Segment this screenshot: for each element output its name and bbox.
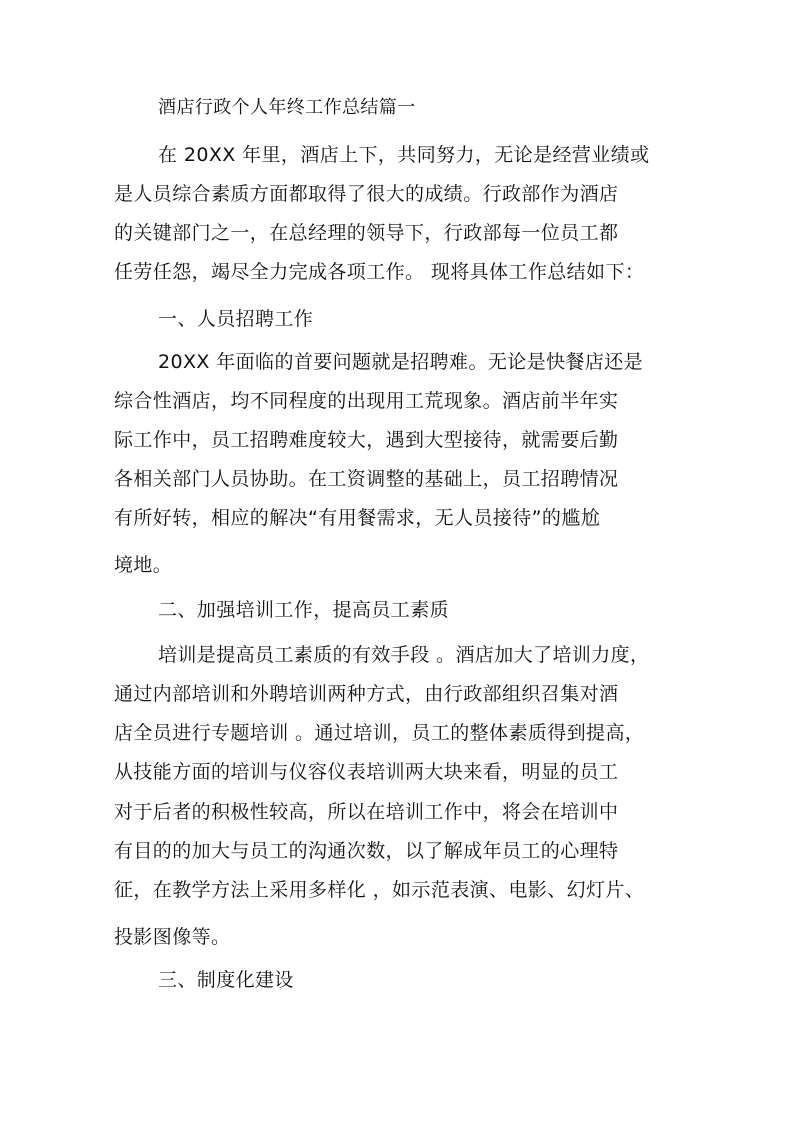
paragraph-line: 的关键部门之一，在总经理的领导下，行政部每一位员工都 xyxy=(114,222,619,244)
paragraph-line: 20XX 年面临的首要问题就是招聘难。无论是快餐店还是 xyxy=(158,351,644,373)
section-heading: 二、加强培训工作，提高员工素质 xyxy=(158,599,450,621)
paragraph-line: 综合性酒店，均不同程度的出现用工荒现象。酒店前半年实 xyxy=(114,390,619,412)
paragraph-line: 是人员综合素质方面都取得了很大的成绩。行政部作为酒店 xyxy=(114,183,619,205)
paragraph-line: 任劳任怨，竭尽全力完成各项工作。 现将具体工作总结如下： xyxy=(114,261,645,283)
paragraph-line: 际工作中，员工招聘难度较大，遇到大型接待，就需要后勤 xyxy=(114,429,619,451)
paragraph-line: 境地。 xyxy=(114,554,173,576)
paragraph-line: 店全员进行专题培训 。通过培训，员工的整体素质得到提高， xyxy=(114,722,645,744)
paragraph-line: 培训是提高员工素质的有效手段 。酒店加大了培训力度， xyxy=(158,644,650,666)
section-heading: 一、人员招聘工作 xyxy=(158,308,314,330)
paragraph-line: 有目的的加大与员工的沟通次数，以了解成年员工的心理特 xyxy=(114,840,619,862)
paragraph-line: 投影图像等。 xyxy=(114,926,231,948)
document-title: 酒店行政个人年终工作总结篇一 xyxy=(158,97,416,118)
paragraph-line: 通过内部培训和外聘培训两种方式，由行政部组织召集对酒 xyxy=(114,683,619,705)
paragraph-line: 对于后者的积极性较高，所以在培训工作中，将会在培训中 xyxy=(114,801,619,823)
paragraph-line: 各相关部门人员协助。在工资调整的基础上，员工招聘情况 xyxy=(114,468,619,490)
section-heading: 三、制度化建设 xyxy=(158,969,294,991)
paragraph-line: 在 20XX 年里，酒店上下，共同努力，无论是经营业绩或 xyxy=(158,144,650,166)
paragraph-line: 征，在教学方法上采用多样化 ，如示范表演、电影、幻灯片、 xyxy=(114,879,645,901)
paragraph-line: 有所好转，相应的解决“有用餐需求，无人员接待”的尴尬 xyxy=(114,507,601,529)
paragraph-line: 从技能方面的培训与仪容仪表培训两大块来看，明显的员工 xyxy=(114,761,619,783)
